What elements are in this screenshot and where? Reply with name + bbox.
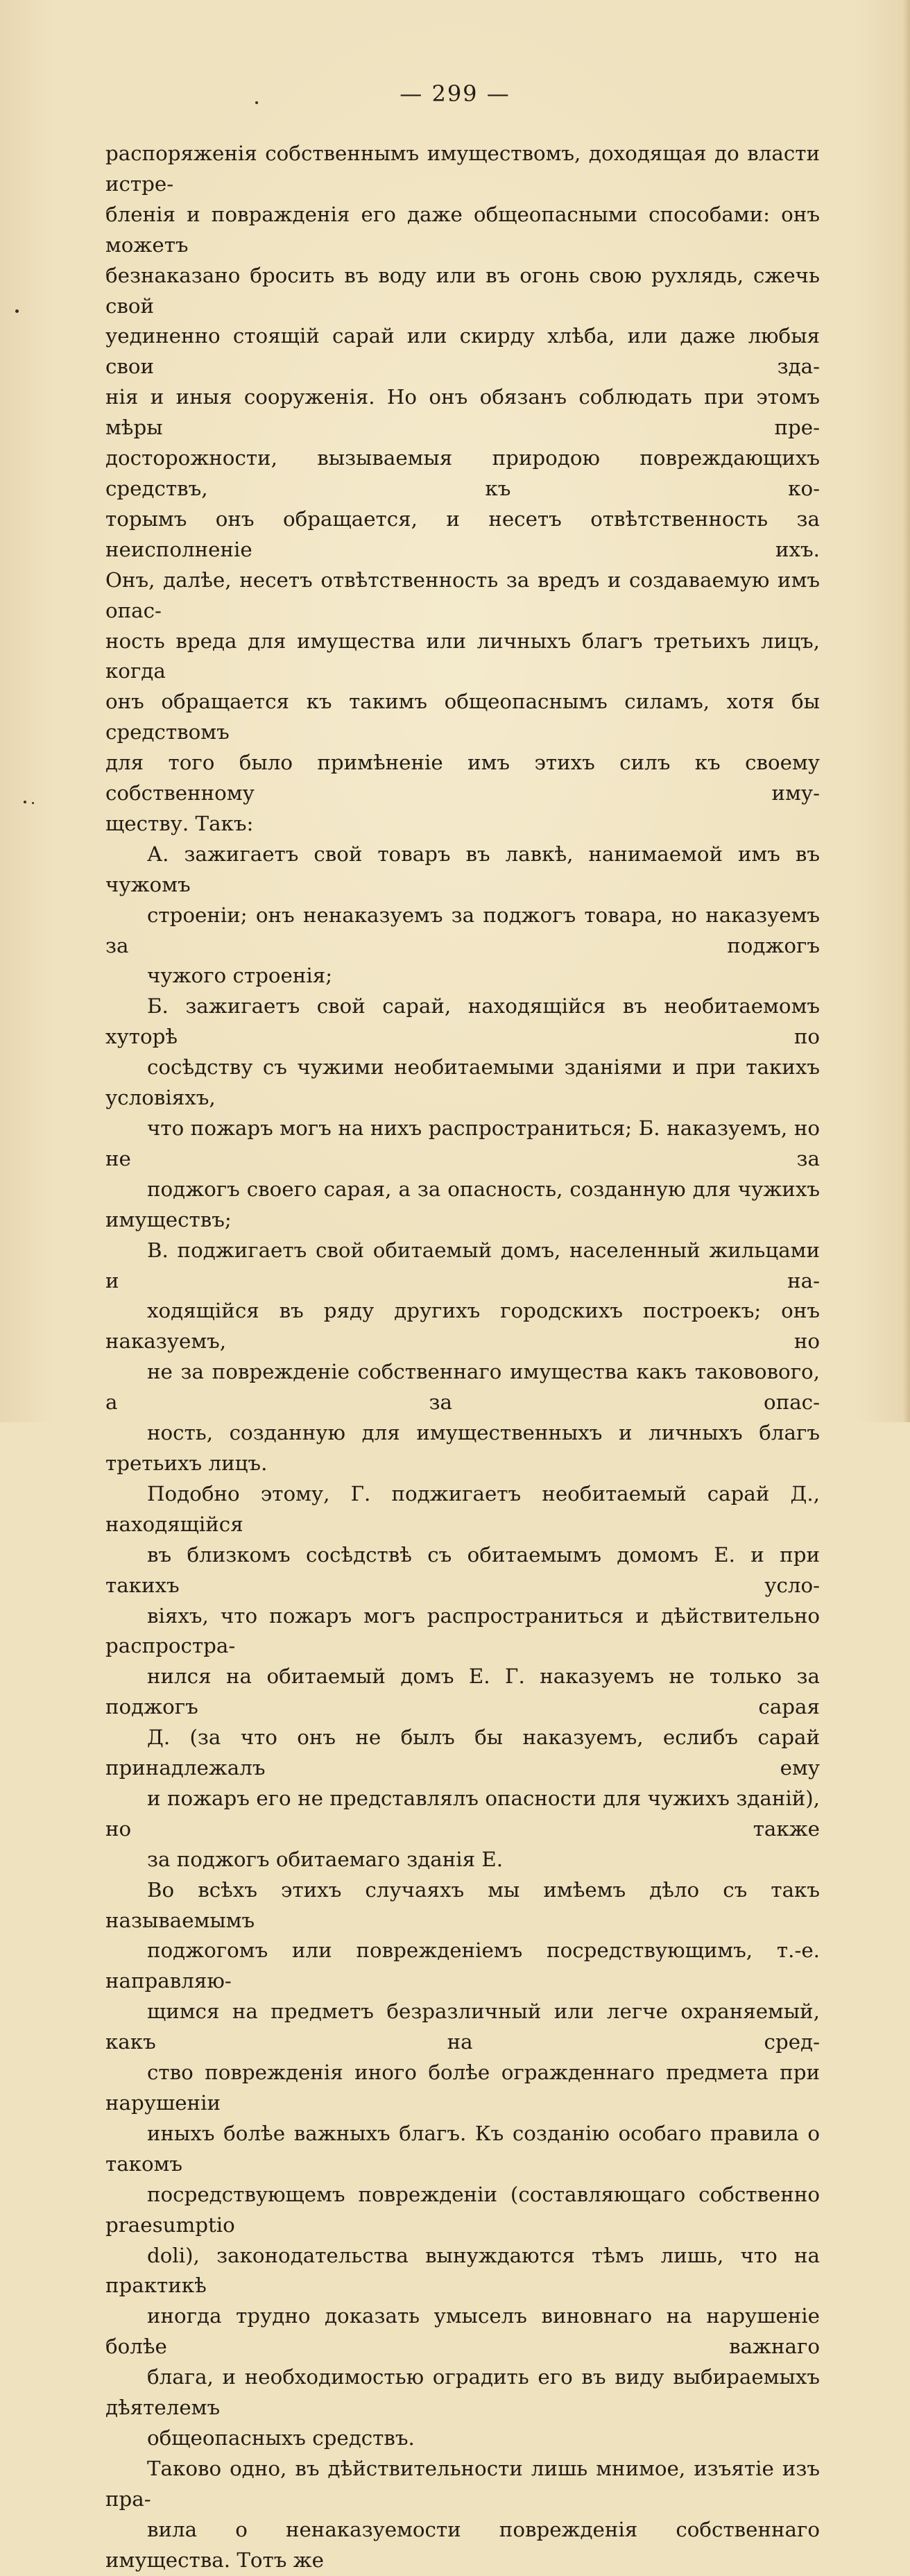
paragraph xyxy=(105,2454,820,2576)
text-line: ность, созданную для имущественныхъ и личныхъ благъ третьихъ лицъ. xyxy=(105,1421,820,1475)
page-edge-shadow xyxy=(903,0,910,1422)
text-line: за поджогъ обитаемаго зданія Е. xyxy=(147,1847,504,1871)
text-line: В. поджигаетъ свой обитаемый домъ, населенный жильцами и на- xyxy=(105,1238,820,1293)
paragraph xyxy=(105,139,820,839)
text-line: посредствующемъ поврежденіи (составляющаго собственно praesumptio xyxy=(105,2182,820,2237)
text-line: Таково одно, въ дѣйствительности лишь мнимое, изъятіе изъ пра- xyxy=(105,2456,820,2511)
text-line: Во всѣхъ этихъ случаяхъ мы имѣемъ дѣло съ такъ называемымъ xyxy=(105,1877,820,1932)
text-line: распоряженія собственнымъ имуществомъ, доходящая до власти истре- xyxy=(105,142,820,196)
paragraph xyxy=(105,839,820,992)
text-line: иныхъ болѣе важныхъ благъ. Къ созданію особаго правила о такомъ xyxy=(105,2121,820,2176)
text-line: онъ обращается къ такимъ общеопаснымъ силамъ, хотя бы средствомъ xyxy=(105,690,820,744)
text-line: сосѣдству съ чужими необитаемыми зданіями и при такихъ условіяхъ, xyxy=(105,1055,820,1110)
text-line: Подобно этому, Г. поджигаетъ необитаемый сарай Д., находящійся xyxy=(105,1481,820,1536)
text-line: досторожности, вызываемыя природою повреждающихъ средствъ, къ ко- xyxy=(105,446,820,500)
text-line: Д. (за что онъ не былъ бы наказуемъ, еслибъ сарай принадлежалъ ему xyxy=(105,1725,820,1780)
text-line: ходящійся въ ряду другихъ городскихъ построекъ; онъ наказуемъ, но xyxy=(105,1299,820,1354)
text-line: нился на обитаемый домъ Е. Г. наказуемъ не только за поджогъ сарая xyxy=(105,1664,820,1719)
text-line: поджогомъ или поврежденіемъ посредствующимъ, т.-е. направляю- xyxy=(105,1938,820,1993)
paragraph xyxy=(105,991,820,1235)
text-line: уединенно стоящій сарай или скирду хлѣба, или даже любыя свои зда- xyxy=(105,324,820,379)
text-line: въ близкомъ сосѣдствѣ съ обитаемымъ домомъ Е. и при такихъ усло- xyxy=(105,1542,820,1597)
text-line: поджогъ своего сарая, а за опасность, созданную для чужихъ имуществъ; xyxy=(105,1177,820,1231)
text-line: Онъ, далѣе, несетъ отвѣтственность за вредъ и создаваемую имъ опас- xyxy=(105,568,820,622)
paragraph xyxy=(105,1875,820,2454)
text-line: ство поврежденія иного болѣе огражденнаго предмета при нарушеніи xyxy=(105,2061,820,2115)
ink-speck xyxy=(15,309,19,313)
page-number: — 299 — xyxy=(400,80,510,107)
paragraph xyxy=(105,1236,820,1479)
text-line: віяхъ, что пожаръ могъ распространиться и дѣйствительно распростра- xyxy=(105,1603,820,1658)
text-line: щимся на предметъ безразличный или легче охраняемый, какъ на сред- xyxy=(105,1999,820,2054)
text-line: торымъ онъ обращается, и несетъ отвѣтственность за неисполненіе ихъ. xyxy=(105,506,820,561)
text-line: строеніи; онъ ненаказуемъ за поджогъ товара, но наказуемъ за поджогъ xyxy=(105,903,820,957)
text-line: что пожаръ могъ на нихъ распространиться; Б. наказуемъ, но не за xyxy=(105,1116,820,1170)
text-line: А. зажигаетъ свой товаръ въ лавкѣ, нанимаемой имъ въ чужомъ xyxy=(105,842,820,896)
text-line: чужого строенія; xyxy=(147,964,333,988)
ink-speck xyxy=(24,801,26,803)
paragraph xyxy=(105,1479,820,1875)
text-line: doli), законодательства вынуждаются тѣмъ лишь, что на практикѣ xyxy=(105,2243,820,2298)
text-line: Б. зажигаетъ свой сарай, находящійся въ необитаемомъ хуторѣ по xyxy=(105,994,820,1049)
text-line: блага, и необходимостью оградить его въ виду выбираемыхъ дѣятелемъ xyxy=(105,2365,820,2420)
text-line: безнаказано бросить въ воду или въ огонь свою рухлядь, сжечь свой xyxy=(105,263,820,318)
text-line: ществу. Такъ: xyxy=(105,811,254,835)
text-line: и пожаръ его не представлялъ опасности для чужихъ зданій), но также xyxy=(105,1786,820,1841)
text-line: иногда трудно доказать умыселъ виновнаго на нарушеніе болѣе важнаго xyxy=(105,2304,820,2359)
text-line: вила о ненаказуемости поврежденія собственнаго имущества. Тотъ же xyxy=(105,2517,820,2572)
text-line: ность вреда для имущества или личныхъ благъ третьихъ лицъ, когда xyxy=(105,629,820,683)
body-text xyxy=(105,139,820,2572)
text-line: общеопасныхъ средствъ. xyxy=(147,2425,415,2450)
text-line: нія и иныя сооруженія. Но онъ обязанъ соблюдать при этомъ мѣры пре- xyxy=(105,385,820,440)
text-line: не за поврежденіе собственнаго имущества какъ таковового, а за опас- xyxy=(105,1360,820,1415)
ink-speck xyxy=(32,802,34,804)
text-line: для того было примѣненіе имъ этихъ силъ къ своему собственному иму- xyxy=(105,751,820,805)
text-line: бленія и повражденія его даже общеопасными способами: онъ можетъ xyxy=(105,202,820,257)
